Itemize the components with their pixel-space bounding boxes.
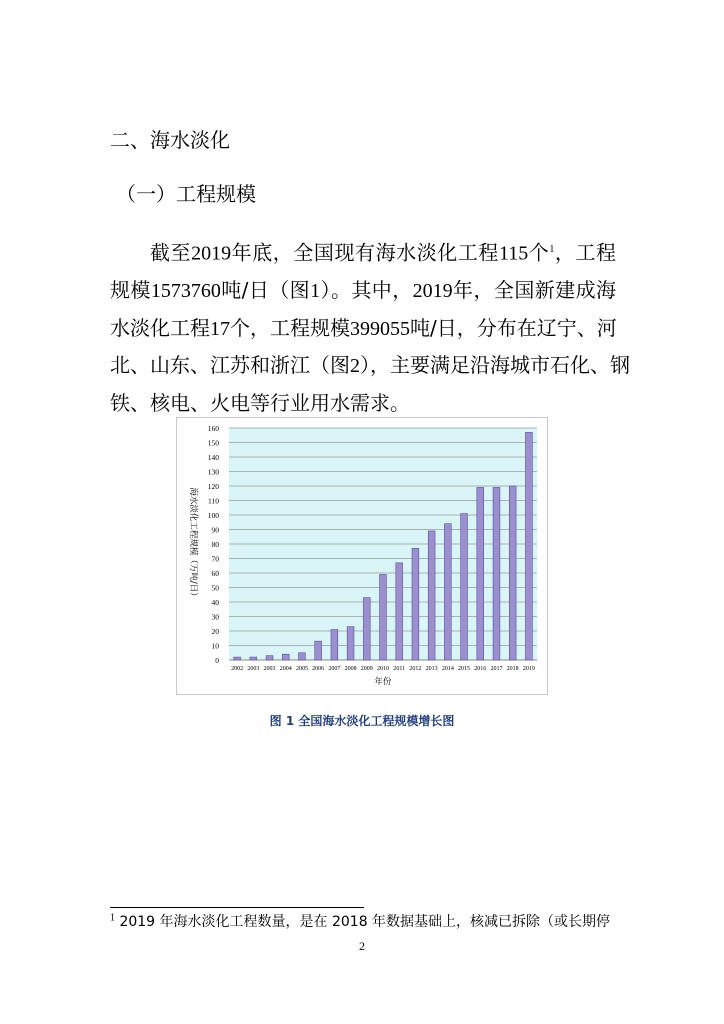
x-tick-label: 2019 — [522, 666, 535, 672]
bar — [493, 487, 500, 660]
x-tick-label: 2013 — [425, 666, 438, 672]
x-tick-label: 2010 — [377, 666, 389, 672]
y-tick-label: 0 — [215, 656, 219, 665]
bar — [250, 657, 257, 660]
bar — [509, 486, 516, 660]
bar — [299, 653, 306, 660]
x-axis-label: 年份 — [374, 677, 392, 687]
y-tick-label: 100 — [207, 511, 219, 520]
x-tick-label: 2012 — [409, 666, 422, 672]
bar — [477, 487, 484, 660]
bar — [234, 657, 241, 660]
y-tick-label: 40 — [211, 598, 219, 607]
x-tick-label: 2006 — [312, 666, 325, 672]
y-tick-labels — [208, 424, 220, 665]
bar — [315, 641, 322, 660]
x-tick-label: 2002 — [231, 666, 244, 672]
y-tick-label: 50 — [211, 583, 219, 593]
bar — [412, 548, 419, 660]
x-tick-label: 2003 — [263, 666, 276, 672]
footnote — [110, 911, 610, 931]
x-tick-label: 2003 — [247, 666, 260, 672]
body-paragraph — [110, 232, 630, 421]
bar — [282, 654, 289, 660]
y-tick-label: 20 — [211, 627, 219, 636]
paragraph-line: 截至2019年底，全国现有海水淡化工程115个$^1$，工程 — [150, 240, 617, 265]
y-tick-label: 130 — [207, 467, 219, 477]
y-tick-label: 140 — [207, 453, 219, 462]
x-tick-label: 2005 — [295, 666, 308, 672]
y-tick-label: 30 — [211, 612, 219, 622]
x-tick-label: 2015 — [458, 666, 471, 672]
x-tick-label: 2011 — [393, 666, 406, 672]
x-tick-label: 2014 — [441, 666, 454, 672]
footnote-text: 2019 年海水淡化工程数量，是在 2018 年数据基础上，核减已拆除（或长期停 — [115, 914, 611, 930]
bar — [380, 574, 387, 660]
bar — [525, 432, 532, 660]
x-tick-label: 2008 — [344, 666, 357, 672]
x-tick-labels — [231, 666, 535, 672]
subsection-heading: （一）工程规模 — [116, 182, 256, 206]
y-tick-label: 150 — [207, 438, 219, 448]
bar — [444, 524, 451, 660]
y-tick-label: 60 — [211, 569, 219, 578]
page-number: 2 — [359, 939, 365, 953]
x-tick-label: 2016 — [474, 666, 487, 672]
bar — [461, 514, 468, 660]
paragraph-line: 水淡化工程17个，工程规模399055吨/日，分布在辽宁、河 — [110, 315, 617, 340]
bar — [363, 598, 370, 660]
bar — [396, 563, 403, 660]
bar-chart — [177, 418, 547, 694]
x-tick-label: 2018 — [506, 666, 519, 672]
paragraph-line: 铁、核电、火电等行业用水需求。 — [110, 390, 410, 415]
bar — [266, 656, 273, 660]
y-tick-label: 80 — [211, 540, 219, 549]
x-tick-label: 2017 — [490, 666, 503, 672]
y-axis-label: 海水淡化工程规模（万吨/日） — [188, 487, 198, 601]
footnote-ref[interactable]: 1 — [549, 244, 555, 255]
paragraph-line: 北、山东、江苏和浙江（图2），主要满足沿海城市石化、钢 — [110, 353, 630, 378]
x-tick-label: 2007 — [328, 666, 341, 672]
footnote-divider — [110, 907, 364, 908]
y-tick-label: 120 — [207, 482, 219, 491]
y-tick-label: 110 — [208, 496, 219, 506]
footnote-marker: 1 — [110, 912, 115, 924]
y-tick-label: 10 — [211, 641, 219, 651]
section-heading: 二、海水淡化 — [110, 128, 230, 152]
x-tick-label: 2004 — [279, 666, 292, 672]
figure-caption: 图 1 全国海水淡化工程规模增长图 — [269, 714, 455, 728]
bar — [347, 627, 354, 660]
x-tick-label: 2009 — [360, 666, 373, 672]
y-tick-label: 70 — [211, 554, 219, 564]
y-tick-label: 160 — [207, 424, 219, 433]
bar — [428, 531, 435, 660]
chart-frame — [176, 417, 548, 695]
bar — [331, 630, 338, 660]
y-tick-label: 90 — [211, 525, 219, 535]
paragraph-line: 规模1573760吨/日（图1）。其中，2019年，全国新建成海 — [110, 278, 617, 303]
